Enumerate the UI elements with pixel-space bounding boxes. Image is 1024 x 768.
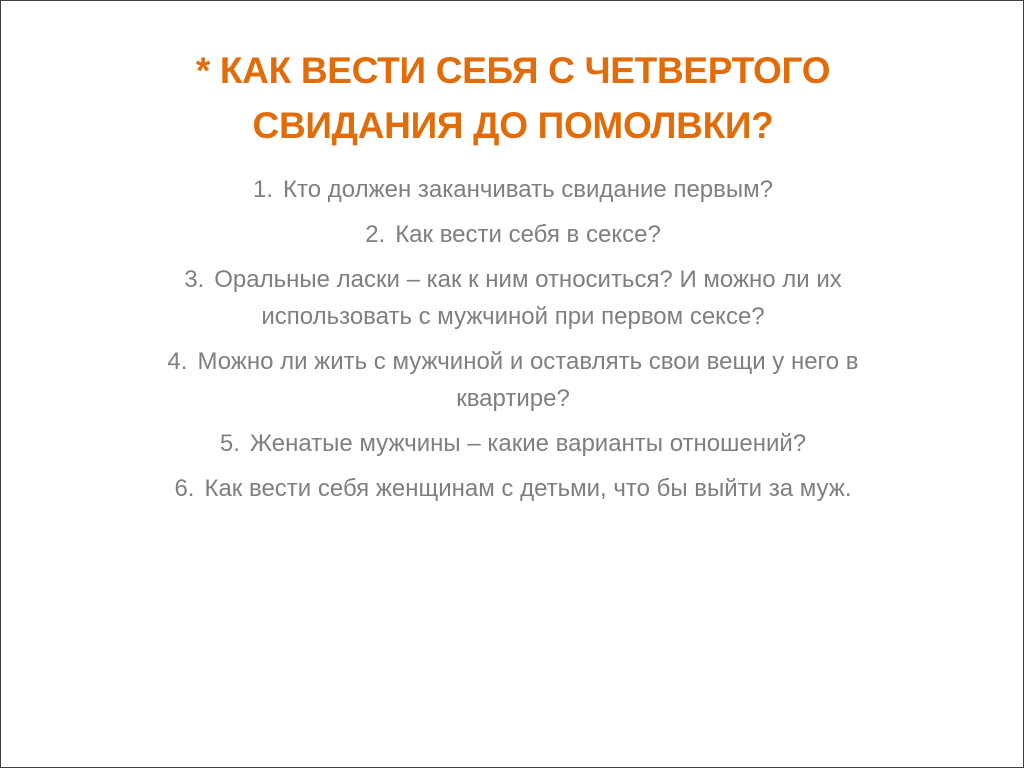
list-item-number: 1. — [253, 176, 274, 203]
list-item-text: Как вести себя в сексе? — [395, 221, 661, 248]
list-item — [151, 261, 875, 335]
list-item — [151, 343, 875, 417]
list-item-number: 3. — [184, 266, 205, 293]
list-item-text: Кто должен заканчивать свидание первым? — [283, 176, 773, 203]
list-item-number: 5. — [219, 430, 240, 457]
list-item-text: Можно ли жить с мужчиной и оставлять свои вещи у него в квартире? — [197, 348, 859, 412]
list-item-text: Оральные ласки – как к ним относиться? И можно ли их использовать с мужчиной при первом сексе? — [214, 266, 842, 330]
question-list — [151, 171, 875, 515]
list-item-text: Женатые мужчины – какие варианты отношений? — [249, 430, 807, 457]
list-item-number: 4. — [167, 348, 188, 375]
list-item-number: 2. — [365, 221, 386, 248]
list-item — [151, 216, 875, 253]
slide-title: * КАК ВЕСТИ СЕБЯ С ЧЕТВЕРТОГО СВИДАНИЯ ДО ПОМОЛВКИ? — [195, 50, 831, 146]
list-item-text: Как вести себя женщинам с детьми, что бы выйти за муж. — [204, 475, 852, 502]
list-item — [151, 425, 875, 462]
list-item-number: 6. — [174, 475, 195, 502]
list-item — [151, 470, 875, 507]
list-item — [151, 171, 875, 208]
